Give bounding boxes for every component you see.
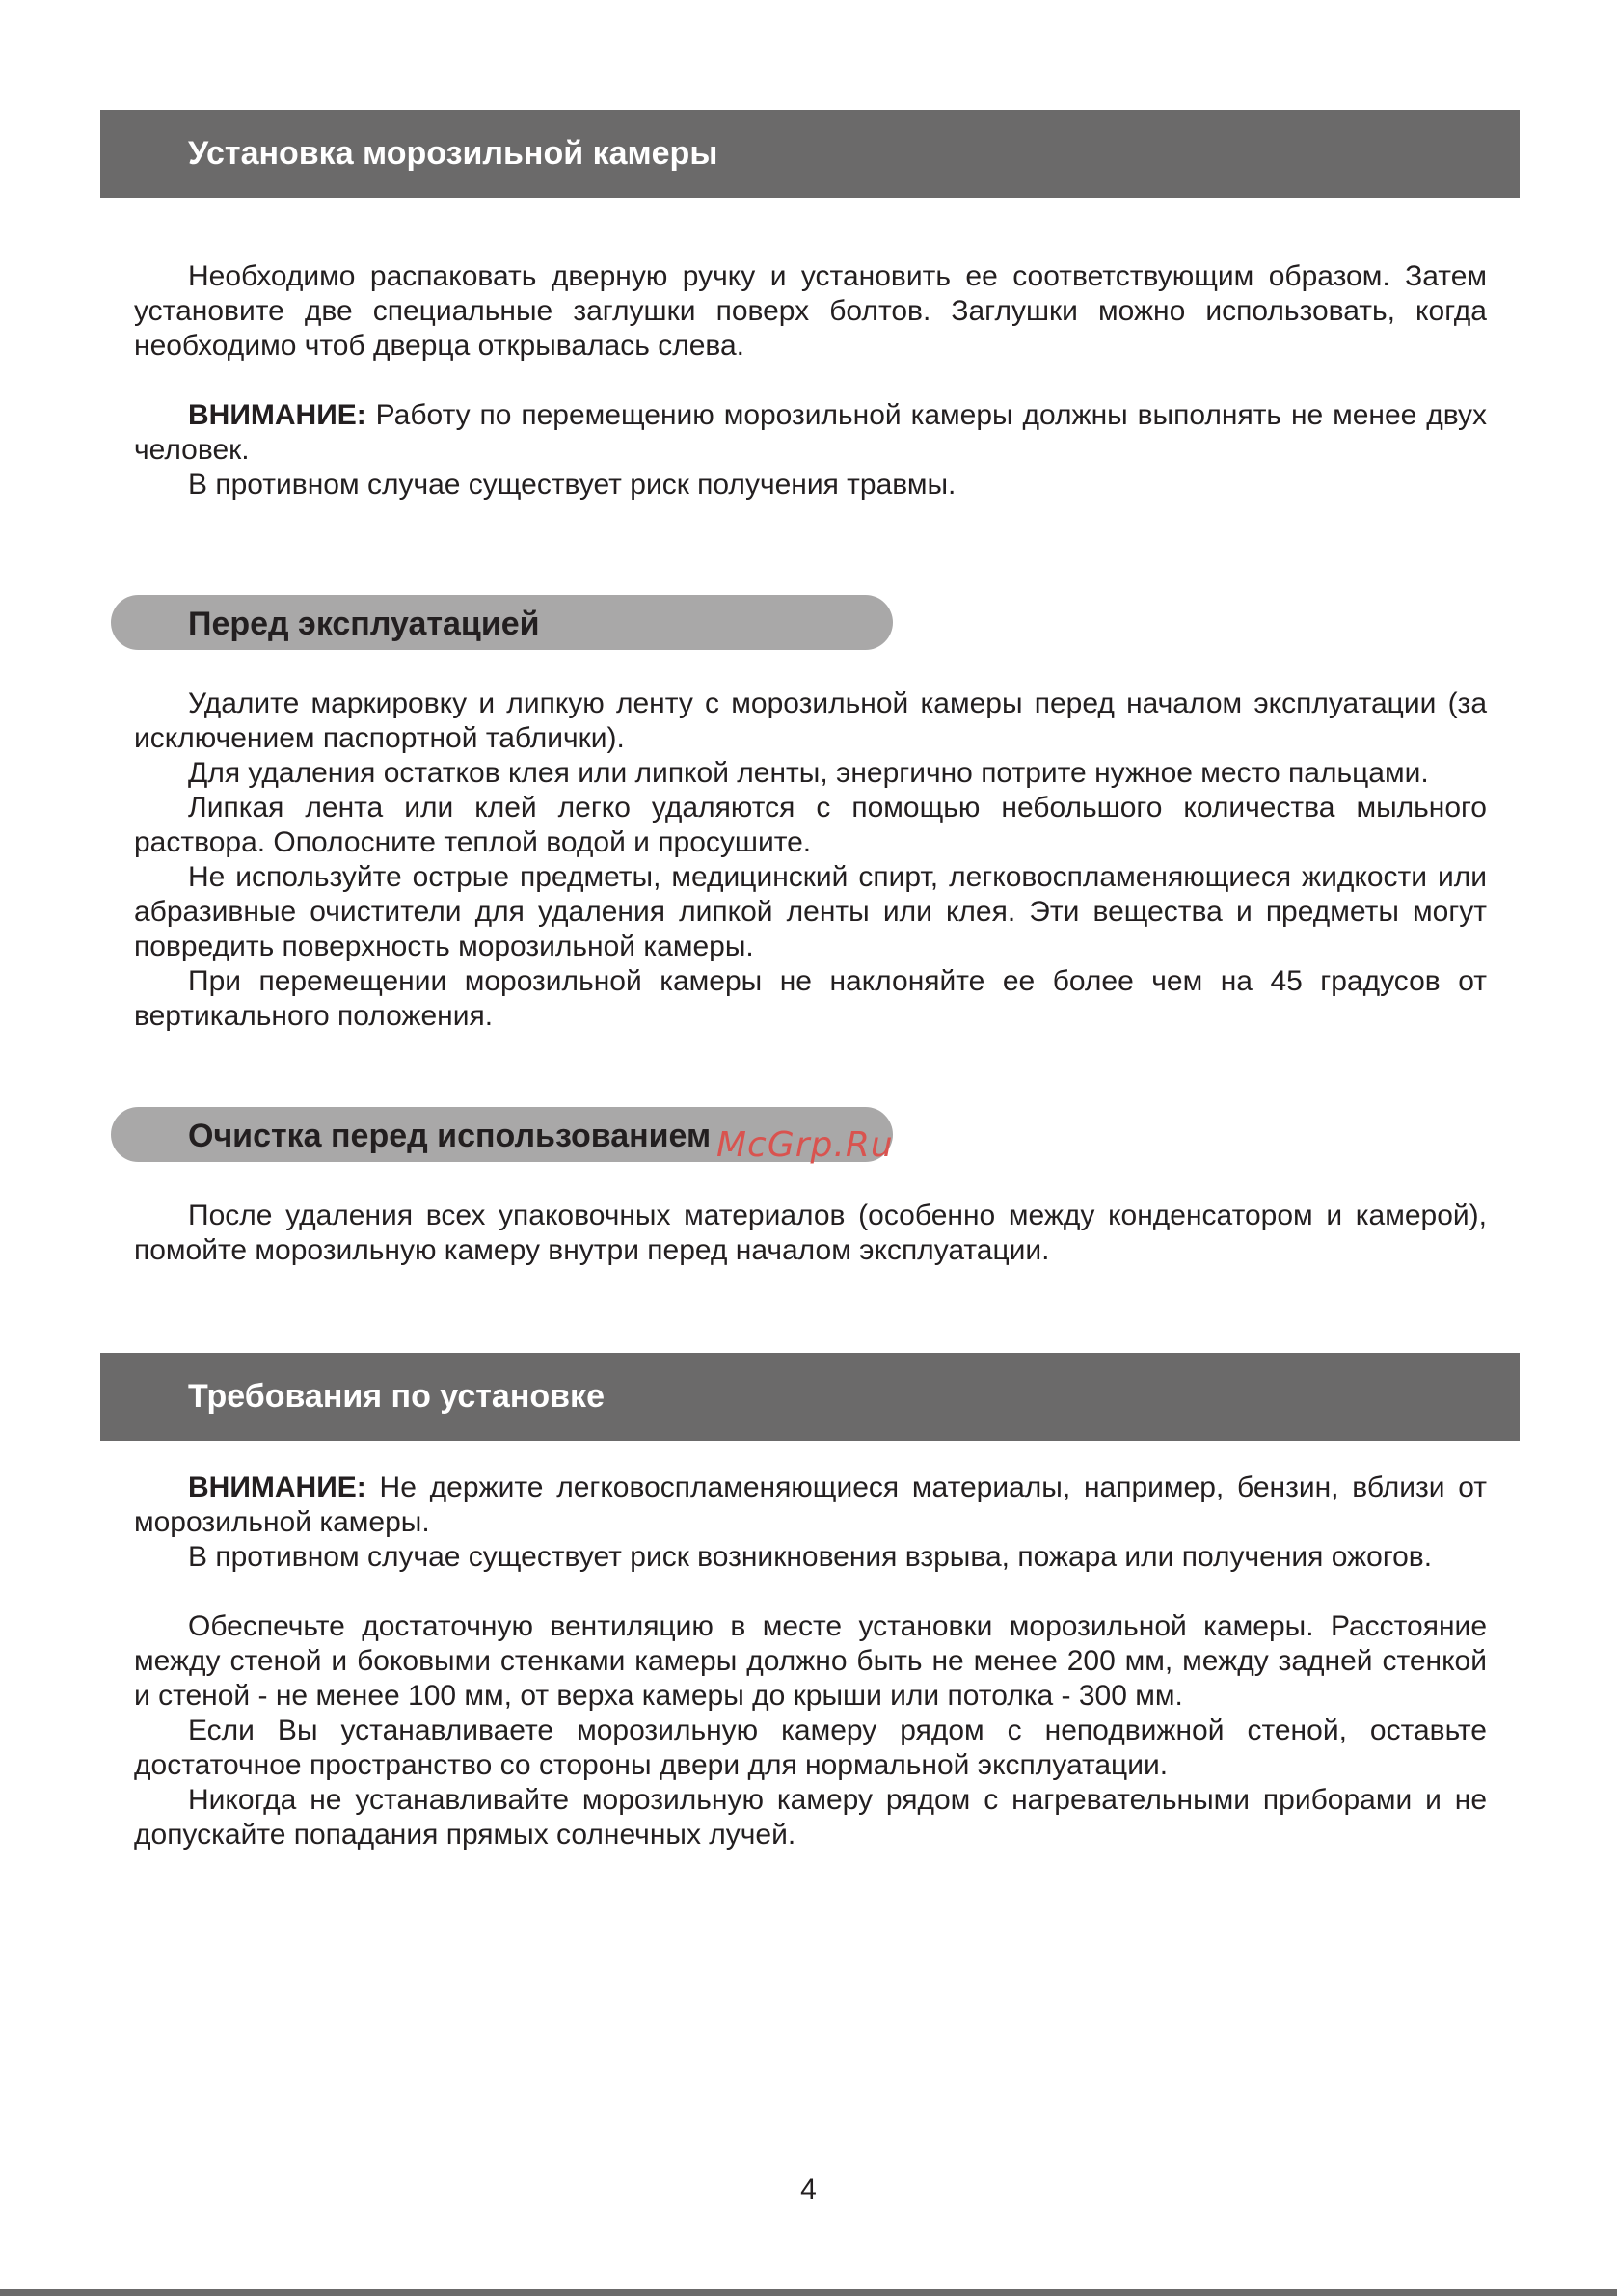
paragraph: Если Вы устанавливаете морозильную камеру рядом с неподвижной стеной, оставьте достаточное пространство со стороны двери для нормальной эксплуатации. <box>134 1715 1487 1781</box>
paragraph: Липкая лента или клей легко удаляются с помощью небольшого количества мыльного раствора. Ополосните теплой водой и просушите. <box>134 792 1487 858</box>
paragraph: Для удаления остатков клея или липкой ленты, энергично потрите нужное место пальцами. <box>188 757 1429 789</box>
paragraph: Никогда не устанавливайте морозильную камеру рядом с нагревательными приборами и не допускайте попадания прямых солнечных лучей. <box>134 1784 1487 1850</box>
section-header-before-use <box>111 595 893 650</box>
watermark: McGrp.Ru <box>716 1125 894 1165</box>
section-body-cleaning <box>134 1199 1487 1268</box>
section-header-requirements <box>100 1353 1520 1441</box>
page-number: 4 <box>800 2174 817 2205</box>
section-body-requirements <box>134 1471 1487 1852</box>
paragraph: В противном случае существует риск возникновения взрыва, пожара или получения ожогов. <box>188 1541 1433 1573</box>
paragraph: После удаления всех упаковочных материалов (особенно между конденсатором и камерой), помойте морозильную камеру внутри перед началом эксплуатации. <box>134 1200 1487 1266</box>
section-body-install <box>134 259 1487 502</box>
paragraph: Необходимо распаковать дверную ручку и установить ее соответствующим образом. Затем установите две специальные заглушки поверх болтов. Заглушки можно использовать, когда необходимо чтоб дверца открывалась слева. <box>134 260 1487 362</box>
warning-text: Работу по перемещению морозильной камеры должны выполнять не менее двух человек. <box>134 399 1487 466</box>
paragraph: Обеспечьте достаточную вентиляцию в месте установки морозильной камеры. Расстояние между стеной и боковыми стенками камеры должно быть не менее 200 мм, между задней стенкой и стеной - не менее 100 мм, от верха камеры до крыши или потолка - 300 мм. <box>134 1610 1487 1712</box>
paragraph: При перемещении морозильной камеры не наклоняйте ее более чем на 45 градусов от вертикального положения. <box>134 965 1487 1032</box>
section-header-install <box>100 110 1520 198</box>
section-body-before-use <box>134 687 1487 1034</box>
section-title: Очистка перед использованием <box>188 1118 712 1154</box>
section-title: Перед эксплуатацией <box>188 606 540 642</box>
warning-label: ВНИМАНИЕ: <box>188 399 366 431</box>
paragraph: Удалите маркировку и липкую ленту с морозильной камеры перед началом эксплуатации (за исключением паспортной таблички). <box>134 688 1487 754</box>
paragraph: Не используйте острые предметы, медицинский спирт, легковоспламеняющиеся жидкости или абразивные очистители для удаления липкой ленты или клея. Эти вещества и предметы могут повредить поверхность морозильной камеры. <box>134 861 1487 962</box>
bottom-rule <box>0 2289 1617 2296</box>
paragraph: В противном случае существует риск получения травмы. <box>188 469 957 500</box>
warning-paragraph <box>134 398 1487 468</box>
section-title: Требования по установке <box>188 1378 605 1415</box>
warning-text: Не держите легковоспламеняющиеся материалы, например, бензин, вблизи от морозильной камеры. <box>134 1472 1487 1538</box>
section-title: Установка морозильной камеры <box>188 135 718 172</box>
warning-label: ВНИМАНИЕ: <box>188 1472 366 1503</box>
warning-paragraph <box>134 1471 1487 1540</box>
